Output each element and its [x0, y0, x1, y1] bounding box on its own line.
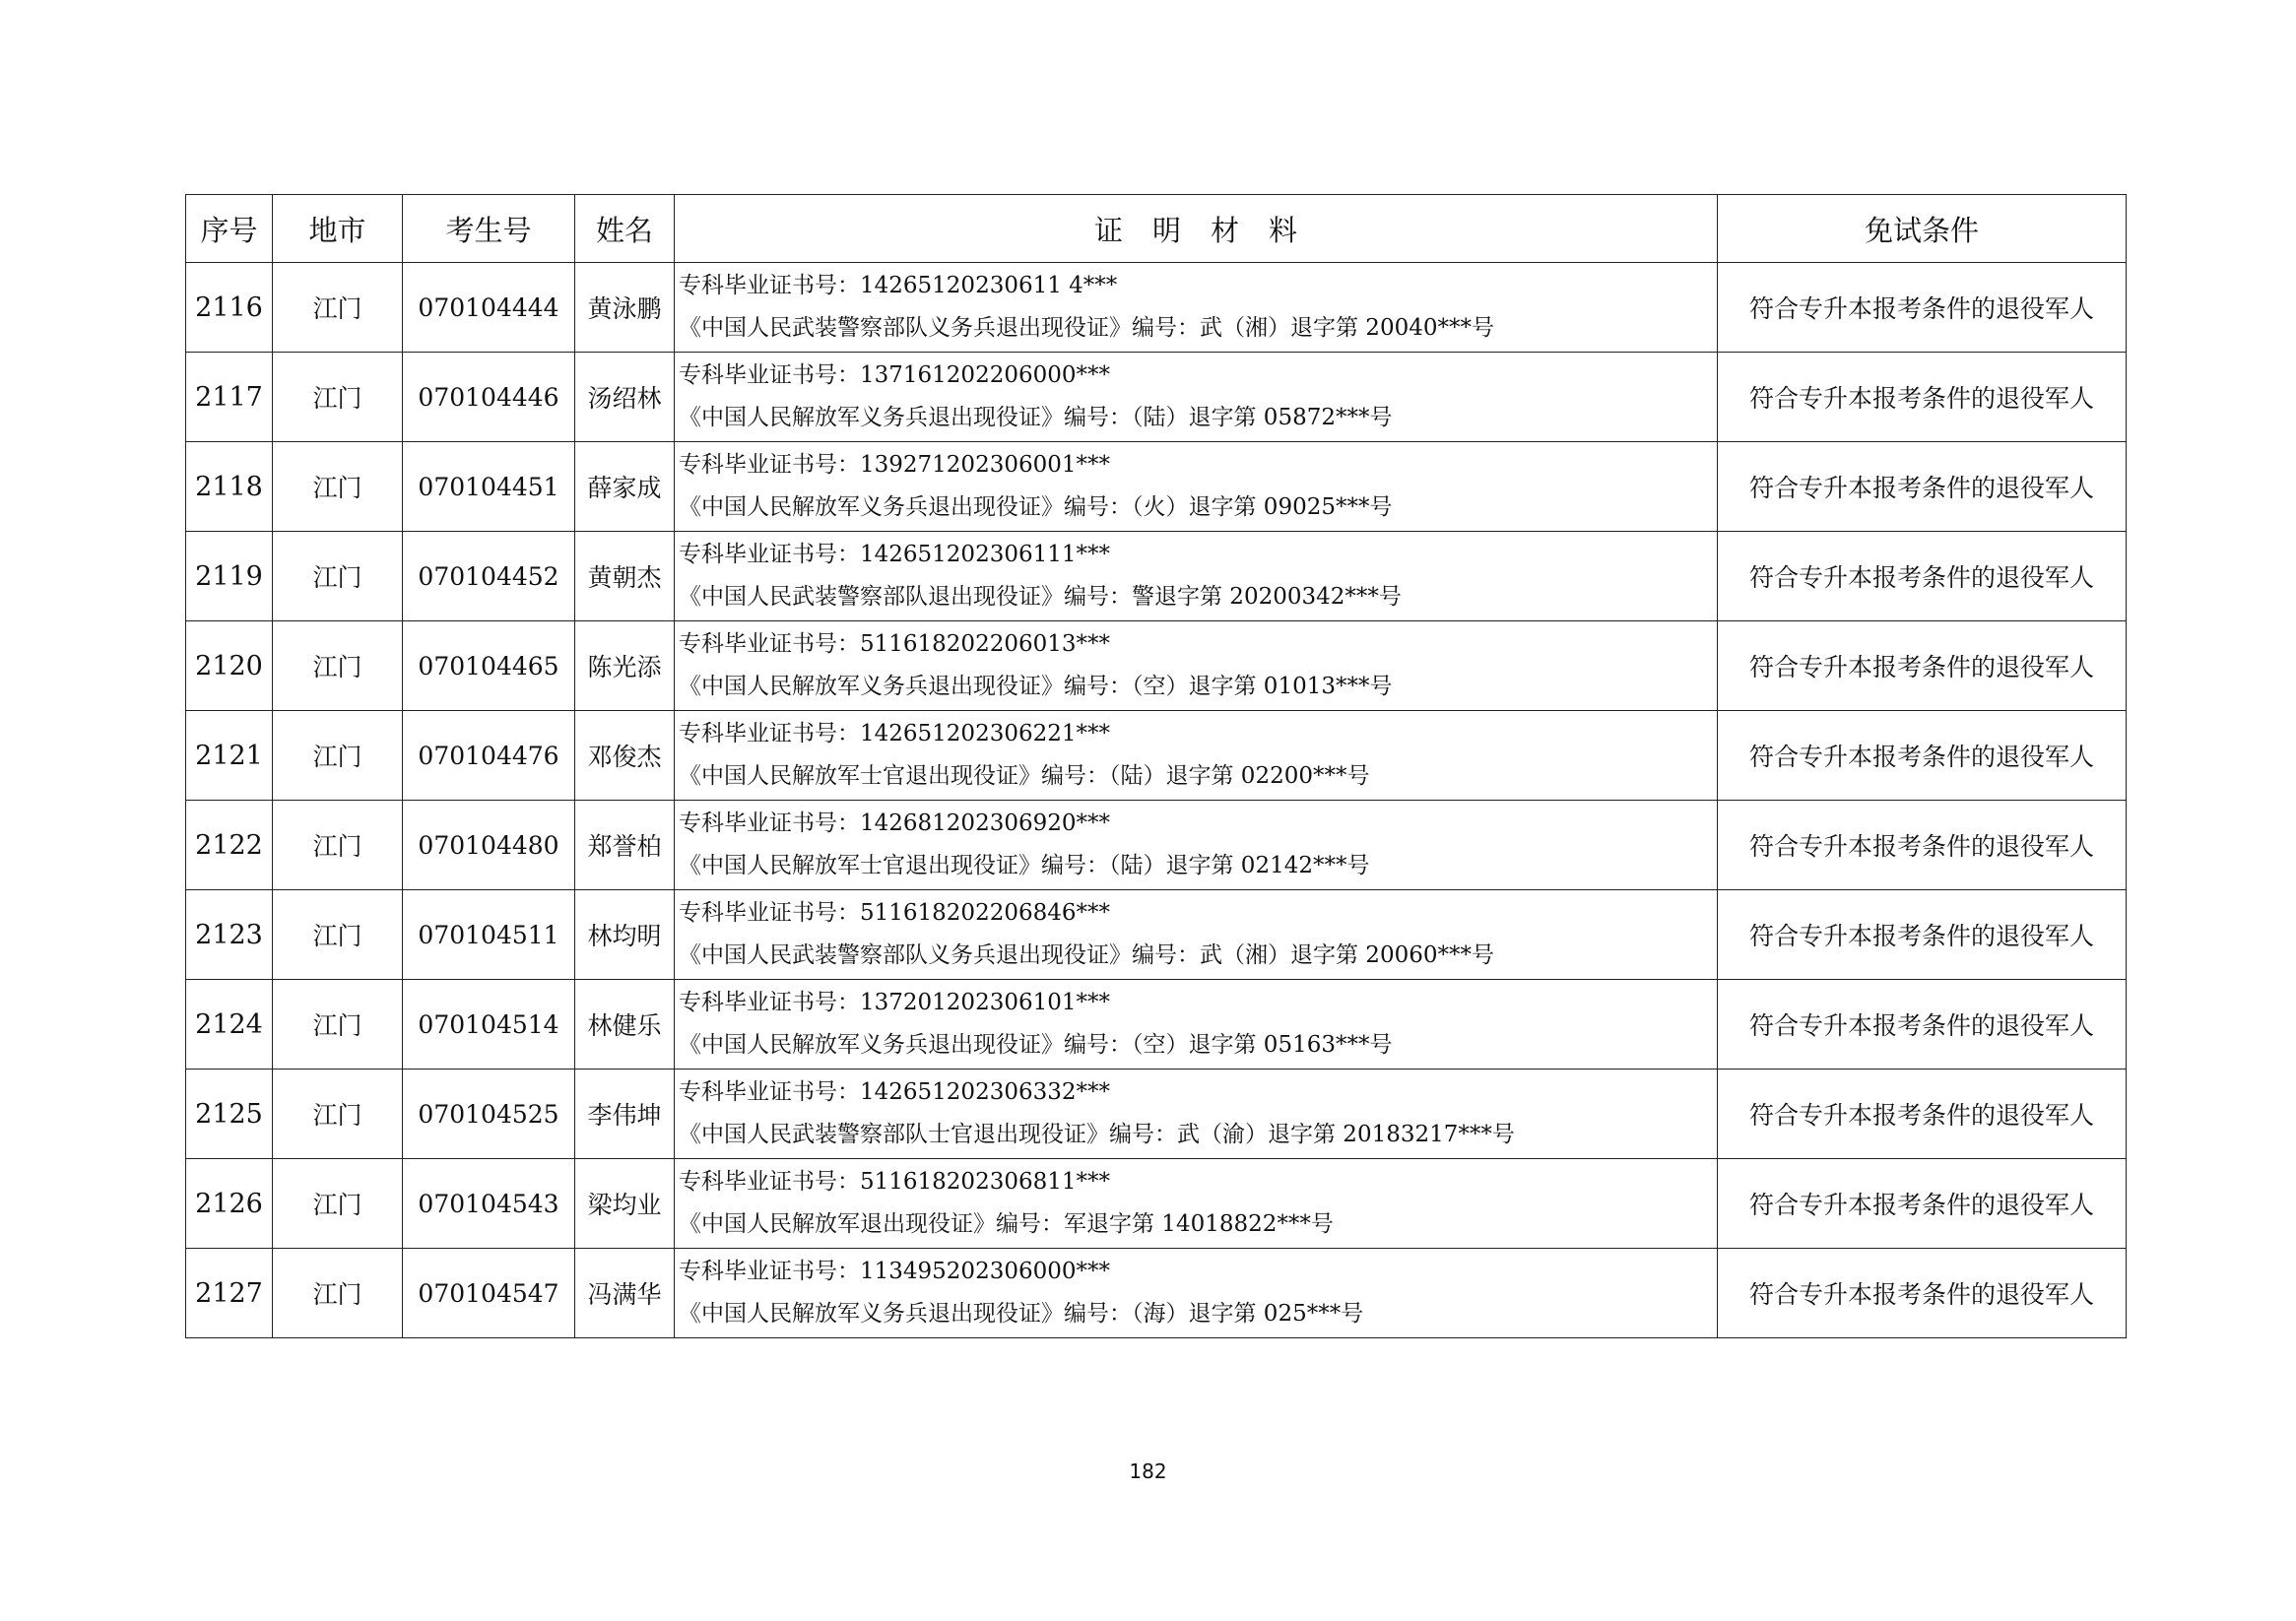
cell-condition: 符合专升本报考条件的退役军人 — [1718, 1249, 2127, 1338]
header-name: 姓名 — [575, 195, 675, 263]
cell-name: 李伟坤 — [575, 1070, 675, 1159]
cell-name: 林健乐 — [575, 980, 675, 1070]
cell-exam-no: 070104476 — [403, 711, 575, 801]
header-condition: 免试条件 — [1718, 195, 2127, 263]
cell-condition: 符合专升本报考条件的退役军人 — [1718, 353, 2127, 442]
cell-exam-no: 070104547 — [403, 1249, 575, 1338]
discharge-certificate: 《中国人民解放军义务兵退出现役证》编号：（空）退字第 05163***号 — [679, 1032, 1393, 1058]
diploma-number: 专科毕业证书号：139271202306001*** — [679, 452, 1110, 478]
discharge-certificate: 《中国人民解放军士官退出现役证》编号：（陆）退字第 02142***号 — [679, 853, 1370, 878]
cell-seq: 2123 — [186, 890, 273, 980]
cell-seq: 2120 — [186, 621, 273, 711]
cell-city: 江门 — [273, 1159, 403, 1249]
cell-name: 冯满华 — [575, 1249, 675, 1338]
cell-condition: 符合专升本报考条件的退役军人 — [1718, 263, 2127, 353]
table-row — [186, 442, 2127, 532]
cell-city: 江门 — [273, 801, 403, 890]
cell-proof — [675, 711, 1718, 801]
diploma-number: 专科毕业证书号：137201202306101*** — [679, 990, 1110, 1015]
cell-exam-no: 070104543 — [403, 1159, 575, 1249]
cell-condition: 符合专升本报考条件的退役军人 — [1718, 980, 2127, 1070]
cell-proof — [675, 1070, 1718, 1159]
discharge-certificate: 《中国人民武装警察部队义务兵退出现役证》编号：武（湘）退字第 20060***号 — [679, 942, 1494, 968]
table-row — [186, 980, 2127, 1070]
cell-city: 江门 — [273, 442, 403, 532]
cell-proof — [675, 353, 1718, 442]
table-row — [186, 621, 2127, 711]
cell-condition: 符合专升本报考条件的退役军人 — [1718, 1070, 2127, 1159]
cell-exam-no: 070104514 — [403, 980, 575, 1070]
cell-city: 江门 — [273, 1070, 403, 1159]
cell-proof — [675, 980, 1718, 1070]
header-proof: 证明材料 — [675, 195, 1718, 263]
cell-city: 江门 — [273, 890, 403, 980]
cell-seq: 2122 — [186, 801, 273, 890]
roster-body — [186, 263, 2127, 1338]
discharge-certificate: 《中国人民解放军义务兵退出现役证》编号：（海）退字第 025***号 — [679, 1301, 1364, 1327]
table-row — [186, 711, 2127, 801]
cell-condition: 符合专升本报考条件的退役军人 — [1718, 442, 2127, 532]
cell-condition: 符合专升本报考条件的退役军人 — [1718, 1159, 2127, 1249]
cell-seq: 2118 — [186, 442, 273, 532]
header-seq: 序号 — [186, 195, 273, 263]
cell-seq: 2125 — [186, 1070, 273, 1159]
cell-name: 汤绍林 — [575, 353, 675, 442]
cell-name: 薛家成 — [575, 442, 675, 532]
discharge-certificate: 《中国人民武装警察部队退出现役证》编号：警退字第 20200342***号 — [679, 584, 1402, 610]
table-row — [186, 890, 2127, 980]
table-row — [186, 353, 2127, 442]
cell-city: 江门 — [273, 711, 403, 801]
cell-name: 郑誉柏 — [575, 801, 675, 890]
cell-condition: 符合专升本报考条件的退役军人 — [1718, 621, 2127, 711]
discharge-certificate: 《中国人民解放军义务兵退出现役证》编号：（空）退字第 01013***号 — [679, 674, 1393, 699]
discharge-certificate: 《中国人民武装警察部队士官退出现役证》编号：武（渝）退字第 20183217***号 — [679, 1122, 1515, 1147]
cell-name: 黄泳鹏 — [575, 263, 675, 353]
cell-seq: 2124 — [186, 980, 273, 1070]
cell-condition: 符合专升本报考条件的退役军人 — [1718, 711, 2127, 801]
cell-exam-no: 070104446 — [403, 353, 575, 442]
cell-proof — [675, 1249, 1718, 1338]
diploma-number: 专科毕业证书号：142681202306920*** — [679, 810, 1110, 836]
table-row — [186, 532, 2127, 621]
cell-seq: 2126 — [186, 1159, 273, 1249]
cell-seq: 2117 — [186, 353, 273, 442]
table-row — [186, 1070, 2127, 1159]
header-city: 地市 — [273, 195, 403, 263]
discharge-certificate: 《中国人民解放军士官退出现役证》编号：（陆）退字第 02200***号 — [679, 763, 1370, 789]
cell-exam-no: 070104480 — [403, 801, 575, 890]
cell-name: 林均明 — [575, 890, 675, 980]
diploma-number: 专科毕业证书号：511618202206013*** — [679, 631, 1110, 657]
page-number: 182 — [1129, 1459, 1167, 1483]
cell-city: 江门 — [273, 532, 403, 621]
cell-name: 邓俊杰 — [575, 711, 675, 801]
cell-city: 江门 — [273, 263, 403, 353]
cell-exam-no: 070104465 — [403, 621, 575, 711]
cell-name: 陈光添 — [575, 621, 675, 711]
cell-city: 江门 — [273, 353, 403, 442]
cell-condition: 符合专升本报考条件的退役军人 — [1718, 532, 2127, 621]
header-exam-no: 考生号 — [403, 195, 575, 263]
cell-proof — [675, 263, 1718, 353]
cell-exam-no: 070104525 — [403, 1070, 575, 1159]
table-row — [186, 801, 2127, 890]
table-row — [186, 1249, 2127, 1338]
cell-name: 梁均业 — [575, 1159, 675, 1249]
diploma-number: 专科毕业证书号：142651202306221*** — [679, 721, 1110, 746]
diploma-number: 专科毕业证书号：137161202206000*** — [679, 362, 1110, 388]
exemption-roster-table — [185, 194, 2127, 1338]
discharge-certificate: 《中国人民武装警察部队义务兵退出现役证》编号：武（湘）退字第 20040***号 — [679, 315, 1494, 341]
cell-city: 江门 — [273, 621, 403, 711]
cell-proof — [675, 801, 1718, 890]
cell-condition: 符合专升本报考条件的退役军人 — [1718, 890, 2127, 980]
diploma-number: 专科毕业证书号：142651202306111*** — [679, 542, 1110, 567]
diploma-number: 专科毕业证书号：14265120230611 4*** — [679, 273, 1118, 298]
diploma-number: 专科毕业证书号：113495202306000*** — [679, 1259, 1110, 1284]
discharge-certificate: 《中国人民解放军义务兵退出现役证》编号：（陆）退字第 05872***号 — [679, 405, 1393, 430]
diploma-number: 专科毕业证书号：142651202306332*** — [679, 1079, 1110, 1105]
cell-proof — [675, 1159, 1718, 1249]
table-row — [186, 1159, 2127, 1249]
cell-seq: 2119 — [186, 532, 273, 621]
table-row — [186, 263, 2127, 353]
cell-exam-no: 070104444 — [403, 263, 575, 353]
cell-exam-no: 070104451 — [403, 442, 575, 532]
cell-exam-no: 070104452 — [403, 532, 575, 621]
cell-proof — [675, 890, 1718, 980]
diploma-number: 专科毕业证书号：511618202206846*** — [679, 900, 1110, 926]
discharge-certificate: 《中国人民解放军退出现役证》编号：军退字第 14018822***号 — [679, 1211, 1334, 1237]
cell-proof — [675, 442, 1718, 532]
cell-city: 江门 — [273, 1249, 403, 1338]
cell-city: 江门 — [273, 980, 403, 1070]
cell-exam-no: 070104511 — [403, 890, 575, 980]
cell-name: 黄朝杰 — [575, 532, 675, 621]
cell-proof — [675, 621, 1718, 711]
cell-proof — [675, 532, 1718, 621]
cell-condition: 符合专升本报考条件的退役军人 — [1718, 801, 2127, 890]
cell-seq: 2116 — [186, 263, 273, 353]
header-row — [186, 195, 2127, 263]
cell-seq: 2121 — [186, 711, 273, 801]
discharge-certificate: 《中国人民解放军义务兵退出现役证》编号：（火）退字第 09025***号 — [679, 494, 1393, 520]
cell-seq: 2127 — [186, 1249, 273, 1338]
diploma-number: 专科毕业证书号：511618202306811*** — [679, 1169, 1110, 1195]
